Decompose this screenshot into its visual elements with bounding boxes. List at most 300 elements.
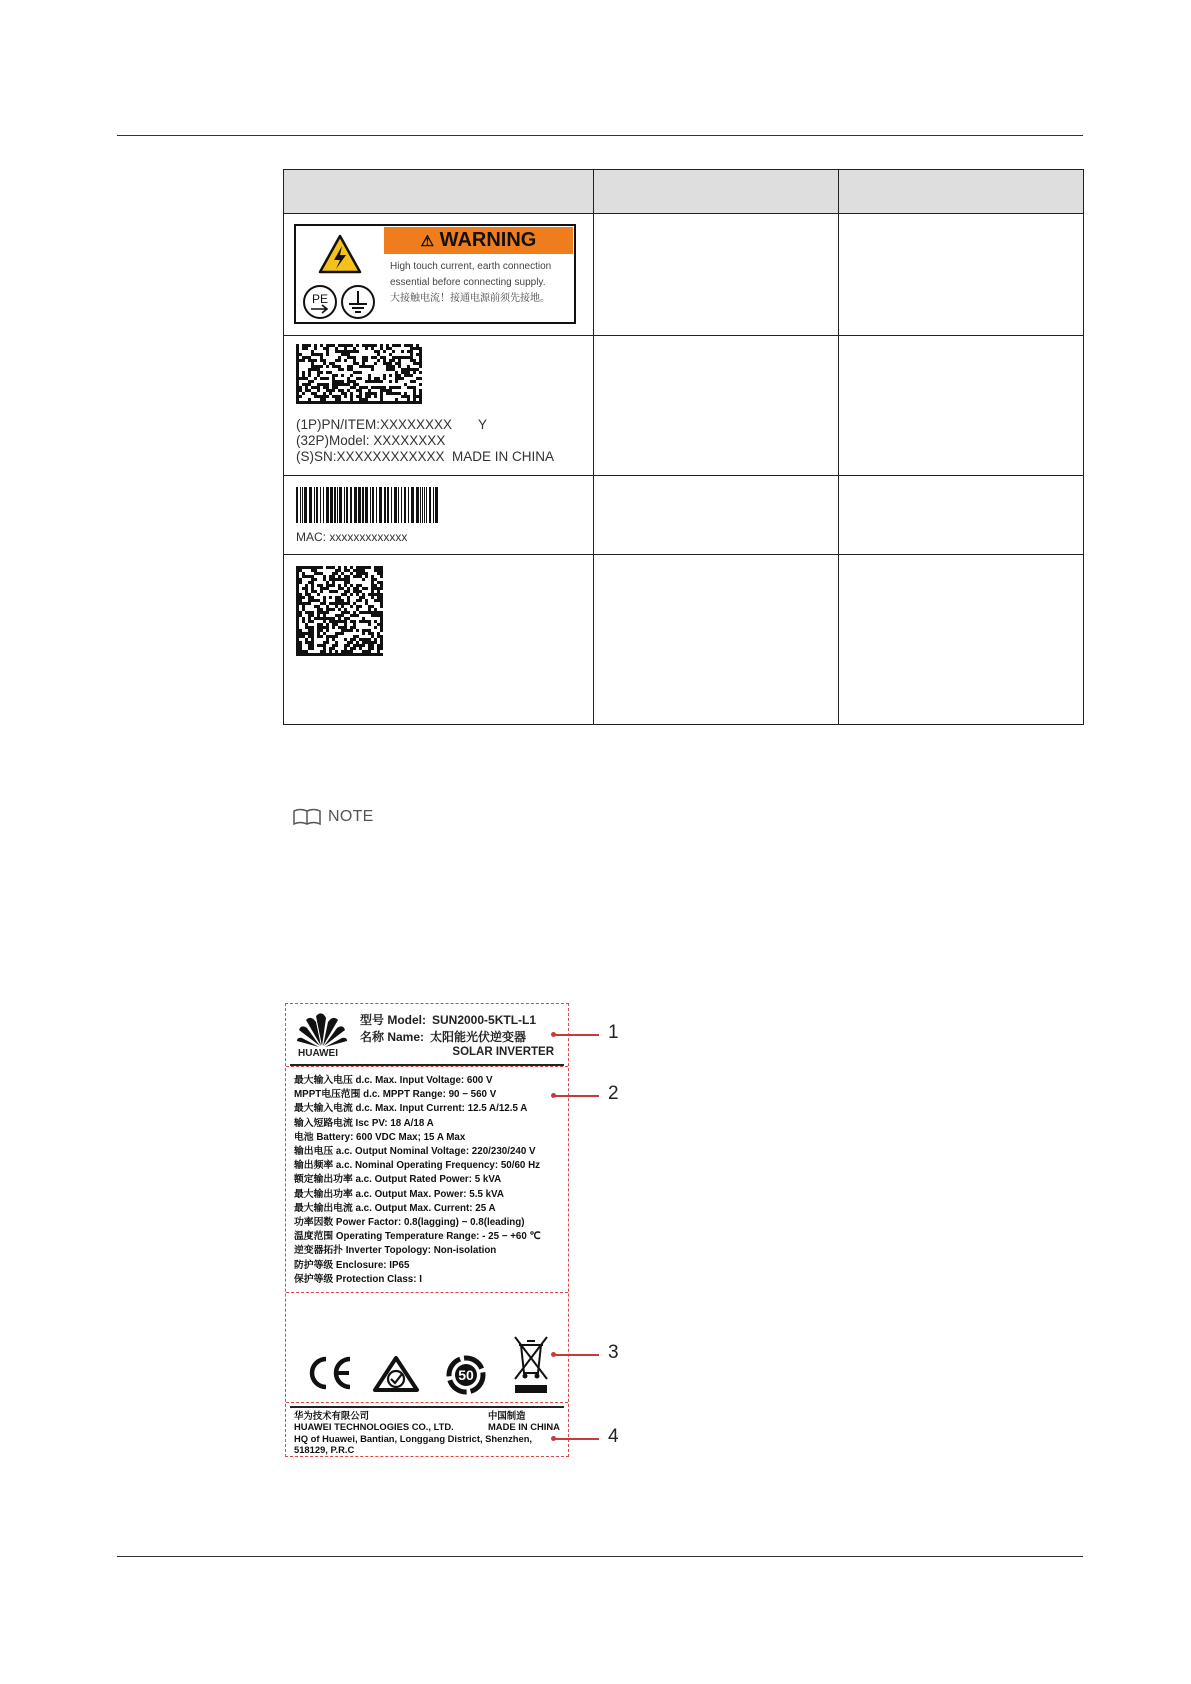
data-matrix-code-icon [296, 566, 384, 656]
code-module [380, 389, 383, 392]
code-module [311, 392, 314, 395]
code-module [323, 386, 326, 389]
code-module [311, 587, 314, 590]
made-in-info: 中国制造 MADE IN CHINA [488, 1410, 560, 1433]
code-module [338, 401, 341, 404]
code-module [368, 389, 371, 392]
code-module [347, 350, 350, 353]
code-module [314, 392, 317, 395]
code-module [311, 632, 314, 635]
code-module [299, 401, 302, 404]
code-module [317, 401, 320, 404]
code-module [377, 350, 380, 353]
callout-line [553, 1095, 599, 1097]
code-module [362, 593, 365, 596]
code-module [320, 611, 323, 614]
code-module [317, 389, 320, 392]
barcode-bar [376, 487, 377, 523]
code-module [326, 401, 329, 404]
code-module [326, 350, 329, 353]
code-module [341, 620, 344, 623]
code-module [350, 584, 353, 587]
code-module [356, 629, 359, 632]
code-module [368, 392, 371, 395]
header-rule [117, 135, 1083, 136]
code-module [398, 362, 401, 365]
code-module [374, 566, 377, 569]
code-module [305, 593, 308, 596]
code-module [389, 401, 392, 404]
code-module [299, 359, 302, 362]
code-module [311, 614, 314, 617]
code-module [332, 590, 335, 593]
code-module [311, 584, 314, 587]
code-module [374, 377, 377, 380]
code-module [338, 350, 341, 353]
code-module [374, 386, 377, 389]
code-module [398, 377, 401, 380]
code-module [338, 587, 341, 590]
code-module [308, 371, 311, 374]
barcode-bar [408, 487, 409, 523]
code-module [308, 368, 311, 371]
code-module [371, 593, 374, 596]
code-module [359, 653, 362, 656]
code-module [329, 596, 332, 599]
code-module [419, 365, 422, 368]
code-module [311, 653, 314, 656]
code-module [308, 389, 311, 392]
barcode-bar [384, 487, 386, 523]
code-module [296, 650, 299, 653]
code-module [341, 593, 344, 596]
table-row [284, 555, 1084, 725]
code-module [398, 374, 401, 377]
code-module [338, 599, 341, 602]
code-module [416, 377, 419, 380]
code-module [362, 644, 365, 647]
code-module [338, 620, 341, 623]
code-module [386, 389, 389, 392]
code-module [380, 356, 383, 359]
code-module [419, 362, 422, 365]
code-module [350, 374, 353, 377]
code-module [365, 650, 368, 653]
code-module [335, 635, 338, 638]
code-module [302, 377, 305, 380]
code-module [347, 617, 350, 620]
code-module [368, 620, 371, 623]
code-module [374, 401, 377, 404]
code-module [368, 650, 371, 653]
code-module [344, 578, 347, 581]
code-module [377, 566, 380, 569]
table-header-cell [839, 170, 1084, 214]
code-module [320, 365, 323, 368]
code-module [356, 344, 359, 347]
code-module [338, 578, 341, 581]
code-module [296, 617, 299, 620]
code-module [362, 362, 365, 365]
code-module [380, 575, 383, 578]
code-module [317, 593, 320, 596]
code-module [341, 605, 344, 608]
code-module [407, 374, 410, 377]
code-module [326, 395, 329, 398]
code-module [332, 626, 335, 629]
code-module [302, 572, 305, 575]
note-heading: NOTE [292, 808, 374, 826]
code-module [368, 647, 371, 650]
svg-text:PE: PE [311, 292, 329, 306]
code-module [296, 344, 299, 347]
spec-line: 额定输出功率 a.c. Output Rated Power: 5 kVA [294, 1174, 502, 1186]
code-module [380, 620, 383, 623]
code-module [299, 614, 302, 617]
code-module [341, 611, 344, 614]
code-module [302, 635, 305, 638]
code-module [317, 566, 320, 569]
code-module [356, 641, 359, 644]
code-module [305, 344, 308, 347]
code-module [353, 626, 356, 629]
code-module [404, 401, 407, 404]
code-module [371, 632, 374, 635]
code-module [314, 605, 317, 608]
code-module [395, 344, 398, 347]
code-module [302, 575, 305, 578]
code-module [344, 359, 347, 362]
code-module [365, 629, 368, 632]
code-module [350, 653, 353, 656]
code-module [335, 596, 338, 599]
spec-line: 最大输出电流 a.c. Output Max. Current: 25 A [294, 1202, 496, 1214]
code-module [407, 344, 410, 347]
code-module [365, 365, 368, 368]
product-type: SOLAR INVERTER [452, 1046, 554, 1058]
code-module [347, 344, 350, 347]
code-module [302, 596, 305, 599]
code-module [320, 629, 323, 632]
code-module [296, 641, 299, 644]
code-module [380, 380, 383, 383]
code-module [350, 344, 353, 347]
code-module [332, 620, 335, 623]
code-module [314, 566, 317, 569]
code-module [317, 623, 320, 626]
code-module [323, 401, 326, 404]
code-module [299, 602, 302, 605]
code-module [380, 587, 383, 590]
code-module [332, 362, 335, 365]
code-module [299, 377, 302, 380]
code-module [329, 620, 332, 623]
code-module [350, 566, 353, 569]
code-module [317, 599, 320, 602]
code-module [335, 395, 338, 398]
code-module [356, 569, 359, 572]
code-module [353, 350, 356, 353]
code-module [323, 611, 326, 614]
code-module [323, 383, 326, 386]
code-module [296, 566, 299, 569]
callout-line [553, 1034, 599, 1036]
code-module [317, 617, 320, 620]
code-module [299, 395, 302, 398]
code-module [338, 584, 341, 587]
book-icon [292, 808, 322, 826]
code-module [353, 635, 356, 638]
code-module [356, 608, 359, 611]
code-module [362, 617, 365, 620]
code-module [317, 653, 320, 656]
code-module [395, 380, 398, 383]
code-module [305, 638, 308, 641]
code-module [407, 350, 410, 353]
code-module [320, 635, 323, 638]
code-module [404, 344, 407, 347]
code-module [323, 644, 326, 647]
code-module [344, 647, 347, 650]
barcode-bar [337, 487, 338, 523]
code-module [344, 392, 347, 395]
code-module [299, 353, 302, 356]
code-module [368, 638, 371, 641]
code-module [398, 359, 401, 362]
code-module [296, 581, 299, 584]
code-module [296, 623, 299, 626]
code-module [383, 362, 386, 365]
code-module [296, 575, 299, 578]
code-module [305, 566, 308, 569]
code-module [359, 605, 362, 608]
code-module [386, 365, 389, 368]
footer-rule [117, 1556, 1083, 1557]
code-module [344, 593, 347, 596]
nameplate [285, 1003, 569, 1457]
code-module [317, 644, 320, 647]
code-module [338, 626, 341, 629]
code-module [395, 356, 398, 359]
code-module [350, 572, 353, 575]
spec-line: 温度范围 Operating Temperature Range: - 25 − +60 ℃ [294, 1231, 541, 1243]
code-module [335, 347, 338, 350]
code-module [320, 356, 323, 359]
code-module [374, 578, 377, 581]
code-module [329, 602, 332, 605]
code-module [314, 578, 317, 581]
code-module [362, 641, 365, 644]
code-module [401, 368, 404, 371]
linear-barcode-icon [296, 487, 442, 523]
code-module [353, 647, 356, 650]
code-module [332, 578, 335, 581]
nameplate-zone-trademark [286, 1004, 568, 1066]
svg-text:50: 50 [458, 1367, 474, 1383]
code-module [308, 374, 311, 377]
barcode-bar [320, 487, 321, 523]
table-header-cell [284, 170, 594, 214]
code-module [368, 653, 371, 656]
code-module [323, 359, 326, 362]
name-line: 名称 Name: 太阳能光伏逆变器 [360, 1030, 527, 1044]
code-module [335, 398, 338, 401]
code-module [332, 386, 335, 389]
code-module [410, 380, 413, 383]
code-module [353, 590, 356, 593]
code-module [311, 626, 314, 629]
code-module [350, 641, 353, 644]
code-module [326, 608, 329, 611]
code-module [332, 653, 335, 656]
code-module [296, 587, 299, 590]
code-module [371, 575, 374, 578]
code-module [398, 386, 401, 389]
code-module [317, 611, 320, 614]
code-module [398, 365, 401, 368]
code-module [386, 347, 389, 350]
code-module [323, 641, 326, 644]
code-module [365, 395, 368, 398]
code-module [371, 584, 374, 587]
code-module [347, 629, 350, 632]
code-module [341, 350, 344, 353]
spec-line: 逆变器拓扑 Inverter Topology: Non-isolation [294, 1245, 497, 1257]
code-module [296, 347, 299, 350]
code-module [362, 587, 365, 590]
code-module [407, 356, 410, 359]
table-cell [839, 476, 1084, 555]
table-row [284, 336, 1084, 476]
code-module [299, 599, 302, 602]
code-module [380, 623, 383, 626]
code-module [368, 365, 371, 368]
code-module [413, 380, 416, 383]
code-module [308, 602, 311, 605]
code-module [320, 359, 323, 362]
code-module [332, 344, 335, 347]
code-module [413, 359, 416, 362]
barcode-bar [424, 487, 425, 523]
code-module [377, 599, 380, 602]
code-module [338, 602, 341, 605]
code-module [332, 581, 335, 584]
code-module [416, 344, 419, 347]
rcm-mark-icon [372, 1355, 420, 1393]
code-module [296, 647, 299, 650]
code-module [296, 365, 299, 368]
code-module [377, 611, 380, 614]
code-module [326, 389, 329, 392]
barcode-bar [334, 487, 336, 523]
code-module [341, 392, 344, 395]
code-module [389, 374, 392, 377]
code-module [296, 578, 299, 581]
code-module [296, 392, 299, 395]
code-module [296, 389, 299, 392]
code-module [383, 356, 386, 359]
warning-text: High touch current, earth connection essential before connecting supply. 大接触电流！接通电源前须先接地。 [390, 261, 552, 304]
code-module [326, 629, 329, 632]
code-module [323, 617, 326, 620]
code-module [347, 650, 350, 653]
code-module [374, 584, 377, 587]
code-module [314, 347, 317, 350]
table-header-row [284, 170, 1084, 214]
code-module [353, 383, 356, 386]
code-module [356, 575, 359, 578]
code-module [317, 605, 320, 608]
code-module [392, 386, 395, 389]
code-module [407, 398, 410, 401]
code-module [332, 584, 335, 587]
code-module [332, 647, 335, 650]
code-module [338, 359, 341, 362]
code-module [299, 566, 302, 569]
code-module [383, 359, 386, 362]
code-module [335, 644, 338, 647]
code-module [371, 344, 374, 347]
code-module [305, 590, 308, 593]
code-module [347, 644, 350, 647]
code-module [350, 368, 353, 371]
code-module [365, 398, 368, 401]
code-module [296, 611, 299, 614]
code-module [416, 401, 419, 404]
code-module [299, 647, 302, 650]
code-module [332, 365, 335, 368]
code-module [416, 353, 419, 356]
code-module [302, 392, 305, 395]
code-module [320, 626, 323, 629]
code-module [401, 356, 404, 359]
code-module [380, 641, 383, 644]
code-module [296, 614, 299, 617]
code-module [311, 611, 314, 614]
code-module [371, 401, 374, 404]
code-module [308, 620, 311, 623]
code-module [296, 377, 299, 380]
code-module [335, 602, 338, 605]
code-module [353, 401, 356, 404]
code-module [308, 626, 311, 629]
code-module [377, 653, 380, 656]
barcode-bar [323, 487, 324, 523]
barcode-bar [429, 487, 431, 523]
code-module [359, 599, 362, 602]
code-module [320, 566, 323, 569]
code-module [347, 356, 350, 359]
code-module [377, 572, 380, 575]
code-module [419, 392, 422, 395]
code-module [329, 362, 332, 365]
code-module [338, 575, 341, 578]
code-module [308, 614, 311, 617]
code-module [329, 575, 332, 578]
code-module [299, 581, 302, 584]
code-module [380, 596, 383, 599]
code-module [317, 635, 320, 638]
code-module [407, 368, 410, 371]
code-module [383, 386, 386, 389]
callout-3: 3 [608, 1342, 619, 1363]
code-module [326, 386, 329, 389]
code-module [317, 395, 320, 398]
code-module [359, 638, 362, 641]
code-module [311, 596, 314, 599]
code-module [353, 371, 356, 374]
code-module [416, 347, 419, 350]
